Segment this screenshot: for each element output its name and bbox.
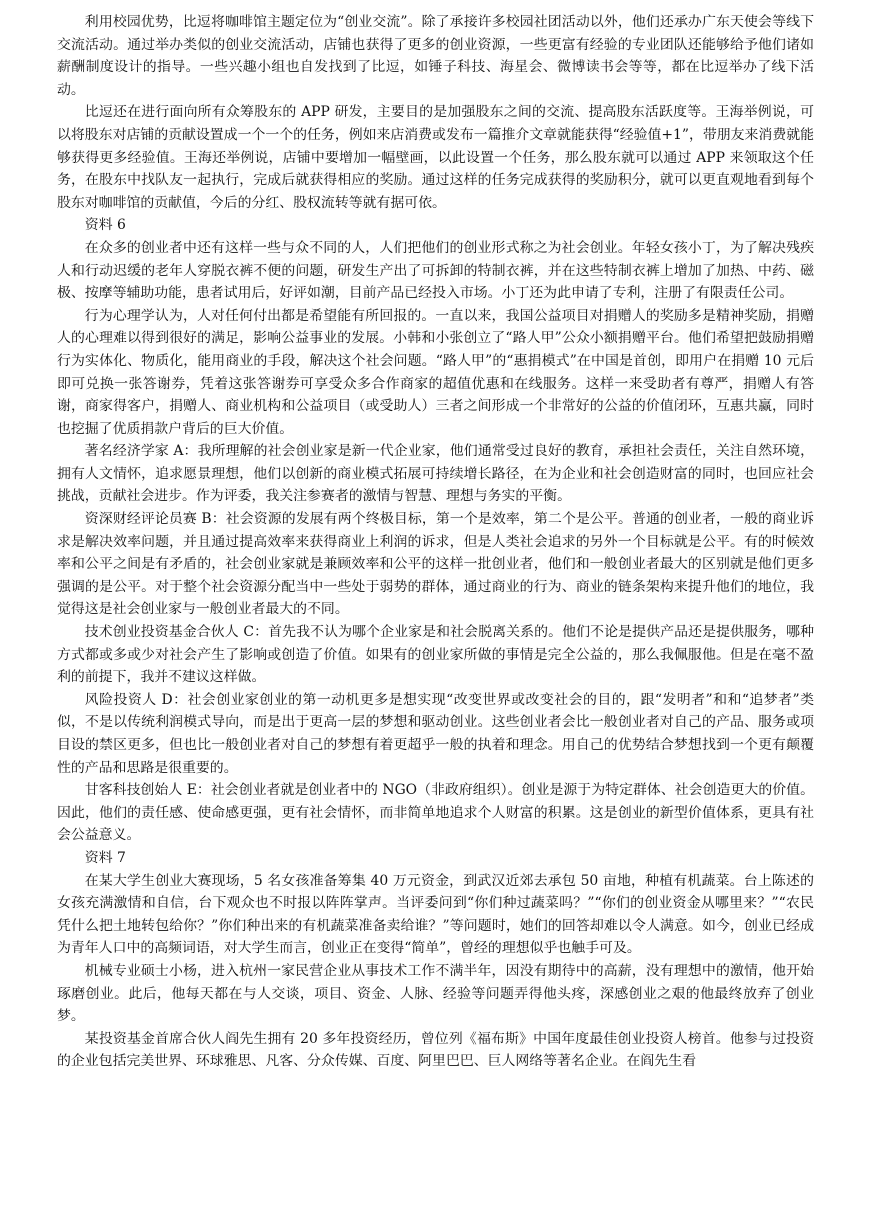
paragraph: 利用校园优势，比逗将咖啡馆主题定位为“创业交流”。除了承接许多校园社团活动以外，他们还承办广东天使会等线下交流活动。通过举办类似的创业交流活动，店铺也获得了更多的创业资源，一些更富有经验的专业团队还能够给予他们诸如薪酬制度设计的指导。一些兴趣小组也自发找到了比逗，如锤子科技、海星会、微博读书会等等，都在比逗举办了线下活动。 [57, 14, 814, 98]
paragraph: 在众多的创业者中还有这样一些与众不同的人，人们把他们的创业形式称之为社会创业。年轻女孩小丁，为了解决残疾人和行动迟缓的老年人穿脱衣裤不便的问题，研发生产出了可拆卸的特制衣裤，并在这些特制衣裤上增加了加热、中药、磁极、按摩等辅助功能，患者试用后，好评如潮，目前产品已经投入市场。小丁还为此申请了专利，注册了有限责任公司。 [57, 239, 814, 302]
paragraph: 著名经济学家 A：我所理解的社会创业家是新一代企业家，他们通常受过良好的教育，承担社会责任，关注自然环境，拥有人文情怀，追求愿景理想，他们以创新的商业模式拓展可持续增长路径，在为企业和社会创造财富的同时，也回应社会挑战，贡献社会进步。作为评委，我关注参赛者的激情与智慧、理想与务实的平衡。 [57, 443, 814, 505]
paragraph: 风险投资人 D：社会创业家创业的第一动机更多是想实现“改变世界或改变社会的目的，跟“发明者”和和“追梦者”类似，不是以传统利润模式导向，而是出于更高一层的梦想和驱动创业。这些创业者会比一般创业者对自己的产品、服务或项目设的禁区更多，但也比一般创业者对自己的梦想有着更超乎一般的执着和理念。用自己的优势结合梦想找到一个更有颠覆性的产品和思路是很重要的。 [57, 691, 814, 776]
paragraph: 行为心理学认为，人对任何付出都是希望能有所回报的。一直以来，我国公益项目对捐赠人的奖励多是精神奖励，捐赠人的心理难以得到很好的满足，影响公益事业的发展。小韩和小张创立了“路人甲”公众小额捐赠平台。他们希望把鼓励捐赠行为实体化、物质化，能用商业的手段，解决这个社会问题。“路人甲”的“惠捐模式”在中国是首创，即用户在捐赠 10 元后即可兑换一张答谢券，凭着这张答谢券可享受众多合作商家的超值优惠和在线服务。这样一来受助者有尊严，捐赠人有答谢，商家得客户，捐赠人、商业机构和公益项目（或受助人）三者之间形成一个非常好的公益的价值闭环，互惠共赢，同时也挖掘了优质捐款户背后的巨大价值。 [57, 307, 814, 437]
paragraph: 机械专业硕士小杨，进入杭州一家民营企业从事技术工作不满半年，因没有期待中的高薪，没有理想中的激情，他开始琢磨创业。此后，他每天都在与人交谈，项目、资金、人脉、经验等问题弄得他头疼，深感创业之艰的他最终放弃了创业梦。 [57, 962, 814, 1025]
section-heading: 资料 7 [84, 849, 126, 866]
paragraph: 某投资基金首席合伙人阎先生拥有 20 多年投资经历，曾位列《福布斯》中国年度最佳创业投资人榜首。他参与过投资的企业包括完美世界、环球雅思、凡客、分众传媒、百度、阿里巴巴、巨人网络等著名企业。在阎先生看 [57, 1030, 814, 1070]
paragraph: 在某大学生创业大赛现场，5 名女孩准备筹集 40 万元资金，到武汉近郊去承包 50 亩地，种植有机蔬菜。台上陈述的女孩充满激情和自信，台下观众也不时报以阵阵掌声。当评委问到“你们种过蔬菜吗？”“你们的创业资金从哪里来？”“农民凭什么把土地转包给你？”你们种出来的有机蔬菜准备卖给谁？”等问题时，她们的回答却难以令人满意。如今，创业已经成为青年人口中的高频词语，对大学生而言，创业正在变得“简单”，曾经的理想似乎也触手可及。 [57, 872, 814, 957]
section-heading: 资料 6 [84, 217, 126, 234]
document-page [57, 11, 814, 1073]
paragraph: 资深财经评论员赛 B：社会资源的发展有两个终极目标，第一个是效率，第二个是公平。普通的创业者，一般的商业诉求是解决效率问题，并且通过提高效率来获得商业上利润的诉求，但是人类社会追求的另外一个目标就是公平。有的时候效率和公平之间是有矛盾的，社会创业家就是兼顾效率和公平的这样一批创业者，他们和一般创业者最大的区别就是他们更多强调的是公平。对于整个社会资源分配当中一些处于弱势的群体，通过商业的行为、商业的链条架构来提升他们的地位，我觉得这是社会创业家与一般创业者最大的不同。 [57, 511, 814, 618]
paragraph: 技术创业投资基金合伙人 C：首先我不认为哪个企业家是和社会脱离关系的。他们不论是提供产品还是提供服务，哪种方式都或多或少对社会产生了影响或创造了价值。如果有的创业家所做的事情是完全公益的，那么我佩服他。但是在毫不盈利的前提下，我并不建议这样做。 [57, 624, 814, 686]
paragraph: 甘客科技创始人 E：社会创业者就是创业者中的 NGO（非政府组织）。创业是源于为特定群体、社会创造更大的价值。因此，他们的责任感、使命感更强，更有社会情怀，而非简单地追求个人财富的积累。这是创业的新型价值体系，更具有社会公益意义。 [57, 782, 814, 844]
paragraph: 比逗还在进行面向所有众筹股东的 APP 研发，主要目的是加强股东之间的交流、提高股东活跃度等。王海举例说，可以将股东对店铺的贡献设置成一个一个的任务，例如来店消费或发布一篇推介文章就能获得“经验值+1”，带朋友来消费就能够获得更多经验值。王海还举例说，店铺中要增加一幅壁画，以此设置一个任务，那么股东就可以通过 APP 来领取这个任务，在股东中找队友一起执行，完成后就获得相应的奖励。通过这样的任务完成获得的奖励积分，就可以更直观地看到每个股东对咖啡馆的贡献值，今后的分红、股权流转等就有据可依。 [57, 104, 814, 211]
